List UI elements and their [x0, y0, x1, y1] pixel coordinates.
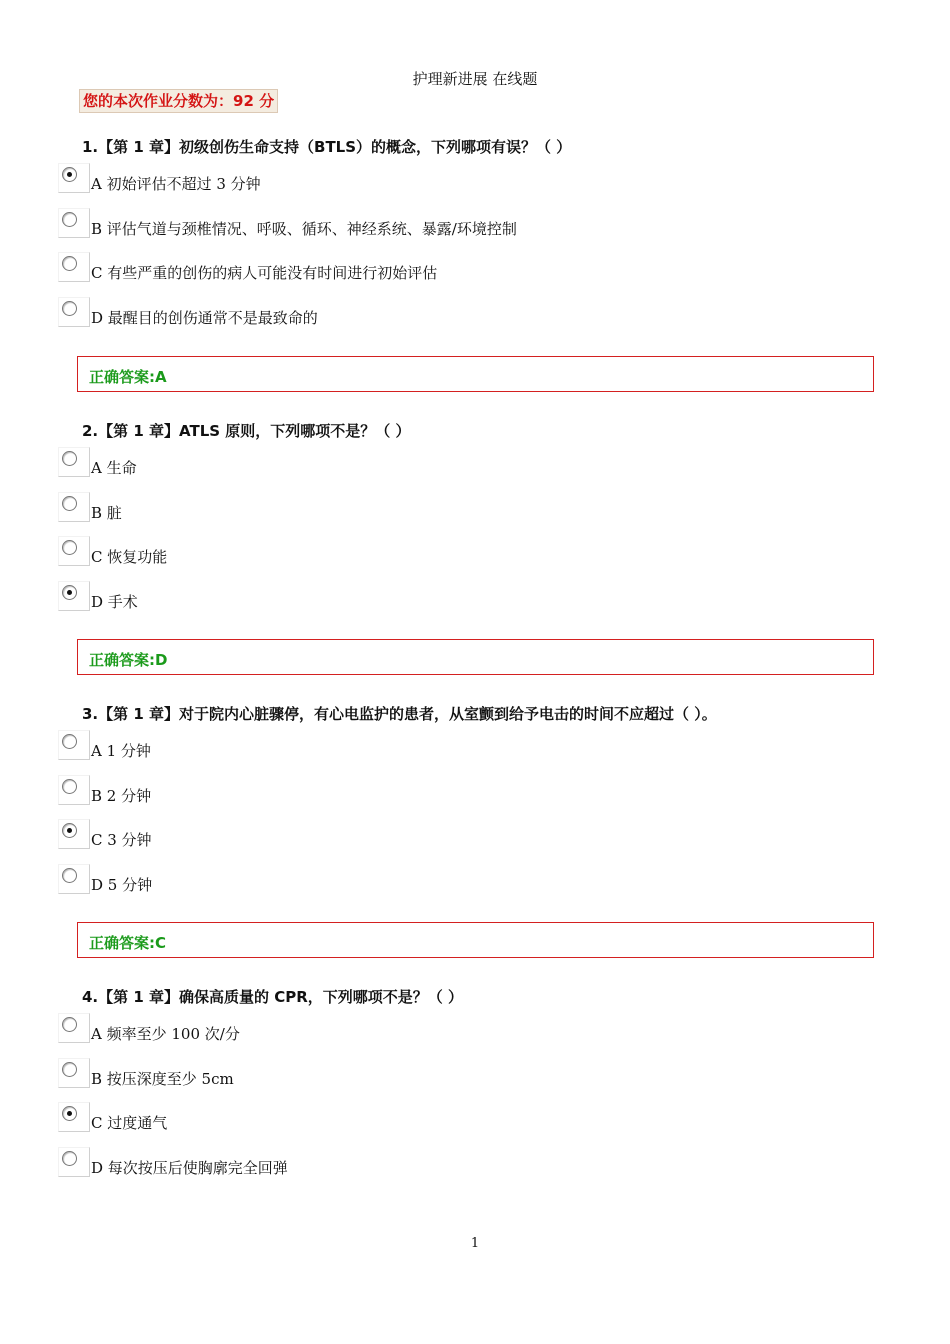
- radio-button-icon[interactable]: [62, 496, 77, 511]
- correct-answer-box: [77, 356, 874, 392]
- option-b[interactable]: [58, 492, 758, 524]
- option-label: D 手术: [91, 593, 138, 611]
- option-label: A 初始评估不超过 3 分钟: [91, 175, 261, 193]
- radio-cell: [58, 252, 90, 282]
- radio-cell: [58, 1147, 90, 1177]
- radio-cell: [58, 163, 90, 193]
- radio-button-icon[interactable]: [62, 868, 77, 883]
- radio-cell: [58, 1013, 90, 1043]
- radio-cell: [58, 208, 90, 238]
- option-d[interactable]: [58, 1147, 758, 1179]
- radio-cell: [58, 447, 90, 477]
- document-title: 护理新进展 在线题: [412, 70, 538, 88]
- option-label: C 3 分钟: [91, 831, 152, 849]
- option-label: D 每次按压后使胸廓完全回弹: [91, 1159, 288, 1177]
- radio-cell: [58, 864, 90, 894]
- correct-answer-text: 正确答案:D: [89, 651, 168, 669]
- option-label: A 1 分钟: [91, 742, 151, 760]
- correct-answer-text: 正确答案:A: [89, 368, 167, 386]
- radio-button-icon[interactable]: [62, 734, 77, 749]
- option-label: D 最醒目的创伤通常不是最致命的: [91, 309, 318, 327]
- score-banner: 您的本次作业分数为：92 分: [79, 89, 278, 113]
- option-d[interactable]: [58, 581, 758, 613]
- radio-cell: [58, 581, 90, 611]
- option-label: C 有些严重的创伤的病人可能没有时间进行初始评估: [91, 264, 438, 282]
- option-label: B 脏: [91, 504, 122, 522]
- option-label: B 评估气道与颈椎情况、呼吸、循环、神经系统、暴露/环境控制: [91, 220, 517, 238]
- option-b[interactable]: [58, 208, 758, 240]
- radio-button-icon[interactable]: [62, 301, 77, 316]
- radio-button-icon[interactable]: [62, 779, 77, 794]
- radio-button-icon[interactable]: [62, 256, 77, 271]
- radio-button-icon[interactable]: [62, 1151, 77, 1166]
- option-label: A 生命: [91, 459, 137, 477]
- option-a[interactable]: [58, 447, 758, 479]
- radio-button-icon[interactable]: [62, 212, 77, 227]
- question-title: 4.【第 1 章】确保高质量的 CPR，下列哪项不是？（ ）: [82, 988, 464, 1006]
- radio-button-icon[interactable]: [62, 1062, 77, 1077]
- radio-button-icon[interactable]: [62, 1106, 77, 1121]
- option-a[interactable]: [58, 1013, 758, 1045]
- question-title: 2.【第 1 章】ATLS 原则，下列哪项不是？（ ）: [82, 422, 411, 440]
- option-label: C 恢复功能: [91, 548, 168, 566]
- radio-button-icon[interactable]: [62, 1017, 77, 1032]
- option-c[interactable]: [58, 536, 758, 568]
- option-c[interactable]: [58, 1102, 758, 1134]
- correct-answer-box: [77, 639, 874, 675]
- option-d[interactable]: [58, 864, 758, 896]
- question-title: 1.【第 1 章】初级创伤生命支持（BTLS）的概念，下列哪项有误？（ ）: [82, 138, 572, 156]
- radio-button-icon[interactable]: [62, 451, 77, 466]
- radio-cell: [58, 536, 90, 566]
- correct-answer-box: [77, 922, 874, 958]
- option-a[interactable]: [58, 163, 758, 195]
- radio-button-icon[interactable]: [62, 823, 77, 838]
- option-c[interactable]: [58, 819, 758, 851]
- radio-button-icon[interactable]: [62, 167, 77, 182]
- option-d[interactable]: [58, 297, 758, 329]
- option-c[interactable]: [58, 252, 758, 284]
- page-number: 1: [470, 1236, 480, 1251]
- radio-cell: [58, 1102, 90, 1132]
- option-b[interactable]: [58, 1058, 758, 1090]
- option-label: A 频率至少 100 次/分: [91, 1025, 240, 1043]
- option-a[interactable]: [58, 730, 758, 762]
- correct-answer-text: 正确答案:C: [89, 934, 167, 952]
- option-b[interactable]: [58, 775, 758, 807]
- radio-cell: [58, 1058, 90, 1088]
- option-label: C 过度通气: [91, 1114, 168, 1132]
- radio-cell: [58, 297, 90, 327]
- radio-cell: [58, 819, 90, 849]
- radio-button-icon[interactable]: [62, 540, 77, 555]
- radio-cell: [58, 730, 90, 760]
- radio-cell: [58, 775, 90, 805]
- option-label: B 按压深度至少 5cm: [91, 1070, 234, 1088]
- option-label: D 5 分钟: [91, 876, 153, 894]
- question-title: 3.【第 1 章】对于院内心脏骤停，有心电监护的患者，从室颤到给予电击的时间不应超过（ ）。: [82, 705, 717, 723]
- option-label: B 2 分钟: [91, 787, 152, 805]
- radio-cell: [58, 492, 90, 522]
- radio-button-icon[interactable]: [62, 585, 77, 600]
